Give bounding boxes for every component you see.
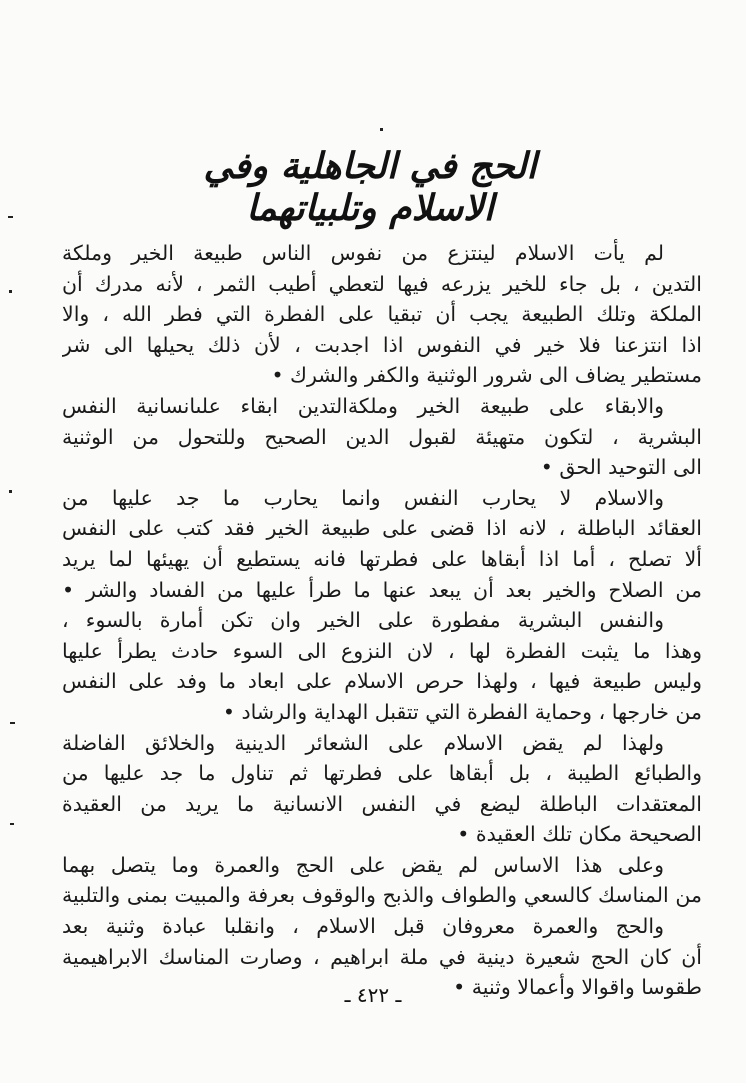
- text-line: ألا تصلح ، أما اذا أبقاها على فطرتها فانه يستطيع أن يهيئها لما يريد: [62, 546, 702, 571]
- text-line: وليس طبيعة فيها ، ولهذا حرص الاسلام على ابعاد ما وفد على النفس: [62, 669, 702, 694]
- text-line: من خارجها ، وحماية الفطرة التي تتقبل الهداية والرشاد •: [222, 699, 702, 724]
- text-line: طقوسا واقوالا وأعمالا وثنية •: [453, 975, 702, 1000]
- text-line: لم يأت الاسلام لينتزع من نفوس الناس طبيعة الخير وملكة: [62, 241, 664, 265]
- text-line: الصحيحة مكان تلك العقيدة •: [457, 822, 702, 847]
- text-line: ولهذا لم يقض الاسلام على الشعائر الدينية والخلائق الفاضلة: [62, 730, 664, 755]
- text-line: والاسلام لا يحارب النفس وانما يحارب ما جد عليها من: [62, 485, 664, 510]
- body-text: [62, 238, 702, 1003]
- text-line: الى التوحيد الحق •: [540, 455, 702, 480]
- scan-mark-left-2: [9, 290, 12, 293]
- text-line: الملكة وتلك الطبيعة يجب أن تبقيا على الفطرة التي فطر الله ، والا: [62, 302, 702, 327]
- scan-mark-left-1: [8, 216, 13, 218]
- text-line: من المناسك كالسعي والطواف والذبح والوقوف بعرفة والمبيت بمنى والتلبية: [62, 883, 702, 908]
- text-line: مستطير يضاف الى شرور الوثنية والكفر والشرك •: [271, 363, 702, 388]
- text-line: وعلى هذا الاساس لم يقض على الحج والعمرة وما يتصل بهما: [62, 852, 664, 877]
- text-line: والطبائع الطيبة ، بل أبقاها على فطرتها ثم تناول ما جد عليها من: [62, 761, 702, 786]
- text-line: اذا انتزعنا فلا خير في النفوس اذا اجدبت ، لأن ذلك يحيلها الى شر: [62, 332, 702, 357]
- text-line: والنفس البشرية مفطورة على الخير وان تكن أمارة بالسوء ،: [62, 608, 664, 633]
- page-number: ـ ٤٢٢ ـ: [344, 983, 402, 1007]
- text-line: والابقاء على طبيعة الخير وملكةالتدين ابقاء علىانسانية النفس: [62, 393, 664, 418]
- text-line: العقائد الباطلة ، لانه اذا قضى على طبيعة الخير فقد كتب على النفس: [62, 516, 702, 541]
- text-line: المعتقدات الباطلة ليضع في النفس الانسانية ما يريد من العقيدة: [62, 791, 702, 816]
- scan-mark-top: [380, 128, 383, 131]
- scan-mark-left-4: [10, 722, 15, 724]
- scan-mark-left-3: [9, 490, 12, 493]
- page-title: الحج في الجاهلية وفي الاسلام وتلبياتهما: [203, 145, 537, 229]
- text-line: والحج والعمرة معروفان قبل الاسلام ، وانقلبا عبادة وثنية بعد: [62, 914, 664, 939]
- text-line: البشرية ، لتكون متهيئة لقبول الدين الصحيح وللتحول من الوثنية: [62, 424, 702, 449]
- text-line: من الصلاح والخير بعد أن يبعد عنها ما طرأ عليها من الفساد والشر •: [62, 577, 702, 602]
- text-line: التدين ، بل جاء للخير يزرعه فيها لتعطي أطيب الثمر ، لأنه مدرك أن: [62, 271, 702, 296]
- scan-mark-left-5: [10, 823, 14, 825]
- text-line: أن كان الحج شعيرة دينية في ملة ابراهيم ، وصارت المناسك الابراهيمية: [62, 944, 702, 969]
- text-line: وهذا ما يثبت الفطرة لها ، لان النزوع الى السوء حادث يطرأ عليها: [62, 638, 702, 663]
